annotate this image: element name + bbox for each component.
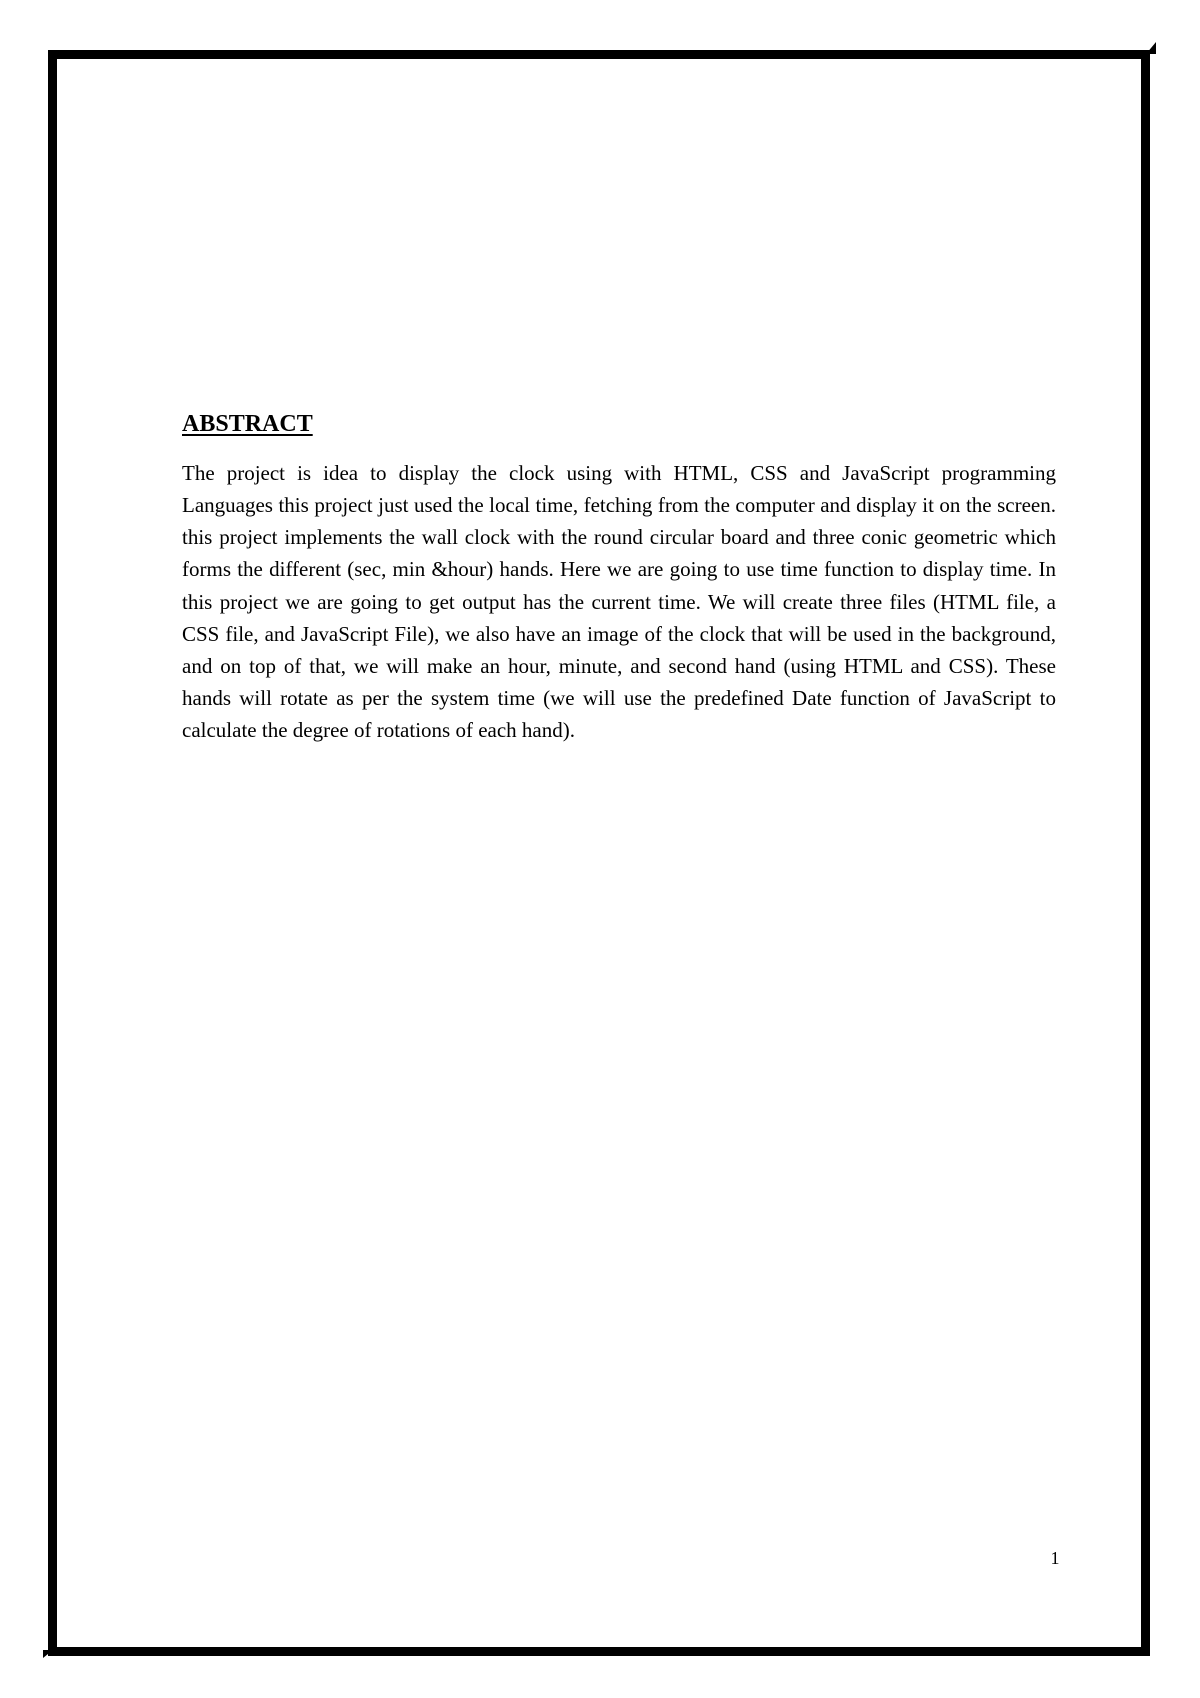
page-number: 1 [1050,1548,1060,1568]
frame-corner-bottom-left [43,1650,53,1658]
frame-corner-top-right [1146,42,1156,54]
abstract-heading: ABSTRACT [182,411,313,437]
abstract-section [182,410,1056,747]
abstract-body: The project is idea to display the clock using with HTML, CSS and JavaScript programming Languages this project just used the local time, fetching from the computer and display it on the screen. this project implements the wall clock with the round circular board and three conic geometric which forms the different (sec, min &hour) hands. Here we are going to use time function to display time. In this project we are going to get output has the current time. We will create three files (HTML file, a CSS file, and JavaScript File), we also have an image of the clock that will be used in the background, and on top of that, we will make an hour, minute, and second hand (using HTML and CSS). These hands will rotate as per the system time (we will use the predefined Date function of JavaScript to calculate the degree of rotations of each hand). [182,460,1056,743]
page-border-frame [48,50,1150,1656]
